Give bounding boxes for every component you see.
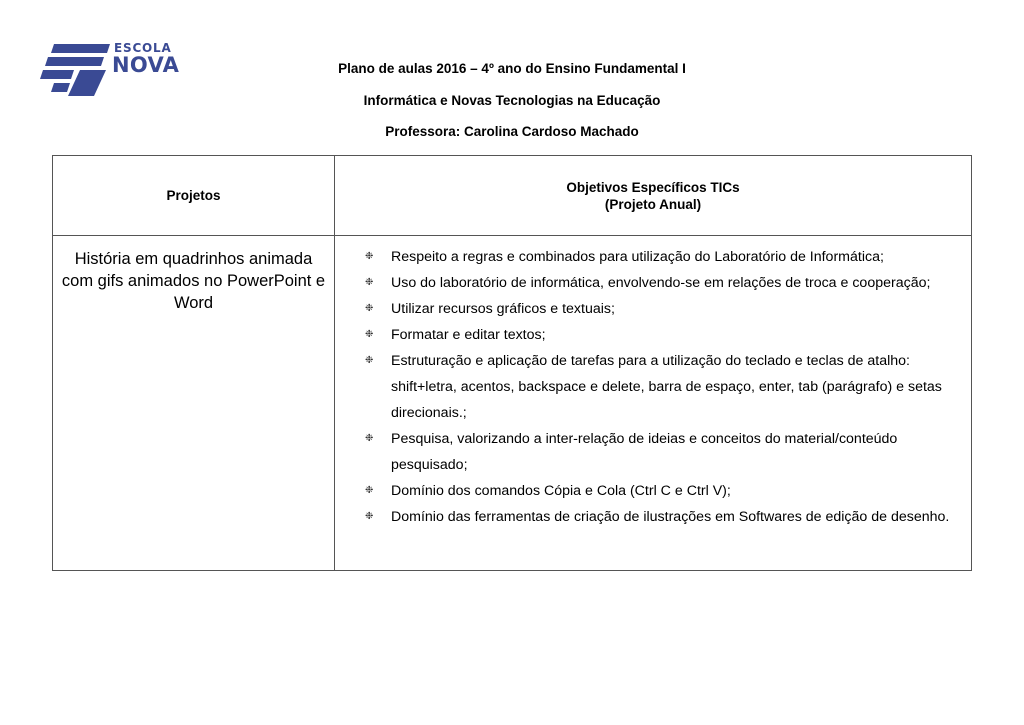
- bullet-icon: ❉: [365, 251, 374, 262]
- objectives-header: [335, 156, 972, 236]
- objective-text: Utilizar recursos gráficos e textuais;: [391, 301, 615, 317]
- lesson-plan-table: [52, 155, 972, 571]
- table-row: [53, 236, 972, 571]
- objectives-header-sublabel: (Projeto Anual): [604, 197, 702, 212]
- bullet-icon: ❉: [365, 433, 374, 444]
- list-item: [365, 270, 961, 296]
- bullet-icon: ❉: [365, 329, 374, 340]
- objective-text: Domínio das ferramentas de criação de ilustrações em Softwares de edição de desenho.: [391, 509, 950, 525]
- objectives-header-label: Objetivos Específicos TICs: [566, 180, 740, 195]
- objectives-cell: [335, 236, 972, 571]
- bullet-icon: ❉: [365, 303, 374, 314]
- objective-text: Estruturação e aplicação de tarefas para a utilização do teclado e teclas de atalho: shift+letra, acentos, backspace e delete, barra de espaço, enter, tab (parágrafo) e setas direcionais.;: [391, 353, 942, 421]
- teacher-name: Professora: Carolina Cardoso Machado: [385, 124, 639, 139]
- projects-header-label: Projetos: [166, 188, 221, 203]
- list-item: [365, 348, 961, 426]
- list-item: [365, 296, 961, 322]
- objective-text: Uso do laboratório de informática, envolvendo-se em relações de troca e cooperação;: [391, 275, 931, 291]
- bullet-icon: ❉: [365, 485, 374, 496]
- objective-text: Pesquisa, valorizando a inter-relação de ideias e conceitos do material/conteúdo pesquisado;: [391, 431, 898, 473]
- list-item: [365, 322, 961, 348]
- project-title: História em quadrinhos animada com gifs animados no PowerPoint e Word: [61, 250, 326, 312]
- bullet-icon: ❉: [365, 277, 374, 288]
- list-item: [365, 426, 961, 478]
- table-header-row: [53, 156, 972, 236]
- projects-header: [53, 156, 335, 236]
- logo-text-escola: ESCOLA: [114, 41, 172, 55]
- bullet-icon: ❉: [365, 511, 374, 522]
- objectives-list: [365, 244, 961, 530]
- objective-text: Respeito a regras e combinados para utilização do Laboratório de Informática;: [391, 249, 884, 265]
- objective-text: Domínio dos comandos Cópia e Cola (Ctrl C e Ctrl V);: [391, 483, 731, 499]
- bullet-icon: ❉: [365, 355, 374, 366]
- objective-text: Formatar e editar textos;: [391, 327, 546, 343]
- document-title: Plano de aulas 2016 – 4º ano do Ensino Fundamental I: [338, 61, 686, 76]
- logo-text-nova: NOVA: [112, 53, 180, 77]
- list-item: [365, 244, 961, 270]
- document-subtitle: Informática e Novas Tecnologias na Educação: [363, 93, 661, 108]
- list-item: [365, 504, 961, 530]
- list-item: [365, 478, 961, 504]
- project-cell: [53, 236, 335, 571]
